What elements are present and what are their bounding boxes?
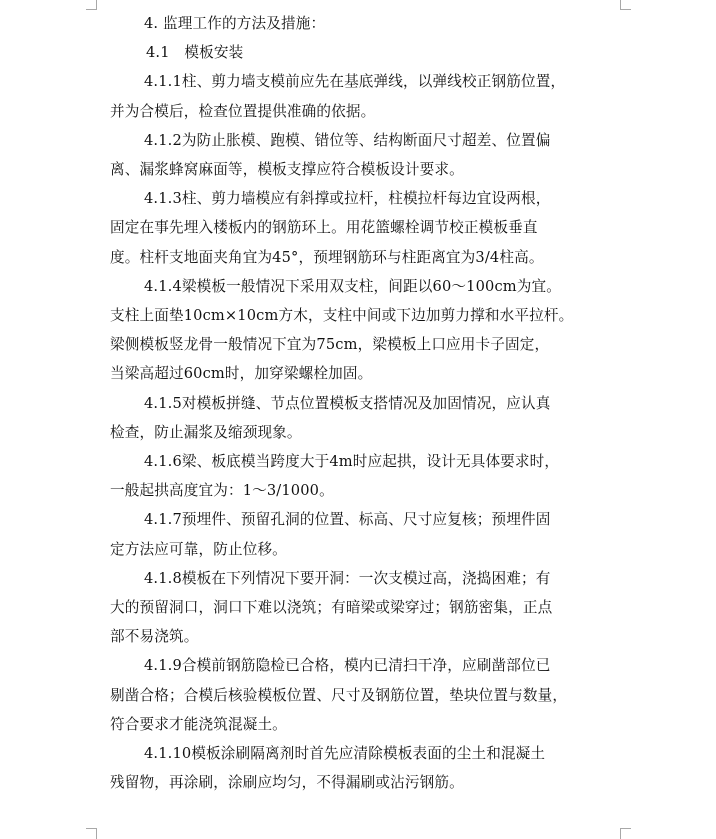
item-line: 残留物，再涂刷，涂刷应均匀，不得漏刷或沾污钢筋。 xyxy=(110,774,464,792)
item-4-1-3 xyxy=(110,184,610,272)
item-4-1-5 xyxy=(110,389,610,447)
item-line: 定方法应可靠，防止位移。 xyxy=(110,540,287,558)
item-line: 4.1.2为防止胀模、跑模、错位等、结构断面尺寸超差、位置偏 xyxy=(144,131,551,149)
item-line: 一般起拱高度宜为：1～3/1000。 xyxy=(110,482,334,500)
item-line: 支柱上面垫10cm×10cm方木，支柱中间或下边加剪力撑和水平拉杆。 xyxy=(110,307,574,325)
item-4-1-9 xyxy=(110,651,610,739)
item-4-1-10 xyxy=(110,739,610,797)
item-line: 4.1.3柱、剪力墙模应有斜撑或拉杆，柱模拉杆每边宜设两根， xyxy=(144,190,551,208)
item-line: 部不易浇筑。 xyxy=(110,628,199,646)
item-4-1-1 xyxy=(110,67,610,125)
item-line: 4.1.9合模前钢筋隐检已合格，模内已清扫干净，应刷凿部位已 xyxy=(144,657,551,675)
item-line: 剔凿合格；合模后核验模板位置、尺寸及钢筋位置，垫块位置与数量， xyxy=(110,686,568,704)
item-line: 4.1.5对模板拼缝、节点位置模板支搭情况及加固情况，应认真 xyxy=(144,394,551,412)
item-4-1-4 xyxy=(110,272,610,389)
item-4-1-2 xyxy=(110,126,610,184)
item-line: 符合要求才能浇筑混凝土。 xyxy=(110,715,287,733)
item-line: 离、漏浆蜂窝麻面等，模板支撑应符合模板设计要求。 xyxy=(110,161,464,179)
section-title: 4. 监理工作的方法及措施： xyxy=(144,15,326,32)
item-line: 4.1.6梁、板底模当跨度大于4m时应起拱，设计无具体要求时， xyxy=(144,453,560,471)
item-line: 度。柱杆支地面夹角宜为45°，预埋钢筋环与柱距离宜为3/4柱高。 xyxy=(110,248,544,266)
document-body xyxy=(110,9,610,797)
item-line: 并为合模后，检查位置提供准确的依据。 xyxy=(110,102,376,120)
item-line: 4.1.10模板涂刷隔离剂时首先应清除模板表面的尘土和混凝土 xyxy=(144,745,546,763)
page-corner-mark-bottom-left xyxy=(86,828,97,839)
item-line: 当梁高超过60cm时，加穿梁螺栓加固。 xyxy=(110,365,373,383)
item-line: 4.1.1柱、剪力墙支模前应先在基底弹线，以弹线校正钢筋位置， xyxy=(144,73,566,91)
item-line: 固定在事先埋入楼板内的钢筋环上。用花篮螺栓调节校正模板垂直 xyxy=(110,219,538,237)
item-line: 梁侧模板竖龙骨一般情况下宜为75cm，梁模板上口应用卡子固定， xyxy=(110,336,550,354)
item-line: 4.1.8模板在下列情况下要开洞：一次支模过高，浇捣困难；有 xyxy=(144,569,551,587)
page-corner-mark-top-left xyxy=(86,0,97,10)
item-line: 4.1.4梁模板一般情况下采用双支柱，间距以60～100cm为宜。 xyxy=(144,277,561,295)
item-4-1-6 xyxy=(110,447,610,505)
item-4-1-8 xyxy=(110,564,610,652)
item-line: 大的预留洞口，洞口下难以浇筑；有暗梁或梁穿过；钢筋密集，正点 xyxy=(110,599,553,617)
item-line: 4.1.7预埋件、预留孔洞的位置、标高、尺寸应复核；预埋件固 xyxy=(144,511,551,529)
item-line: 检查，防止漏浆及缩颈现象。 xyxy=(110,423,302,441)
page-corner-mark-bottom-right xyxy=(620,828,631,839)
item-4-1-7 xyxy=(110,505,610,563)
subsection-title: 4.1 模板安装 xyxy=(146,44,244,62)
page-corner-mark-top-right xyxy=(620,0,631,10)
